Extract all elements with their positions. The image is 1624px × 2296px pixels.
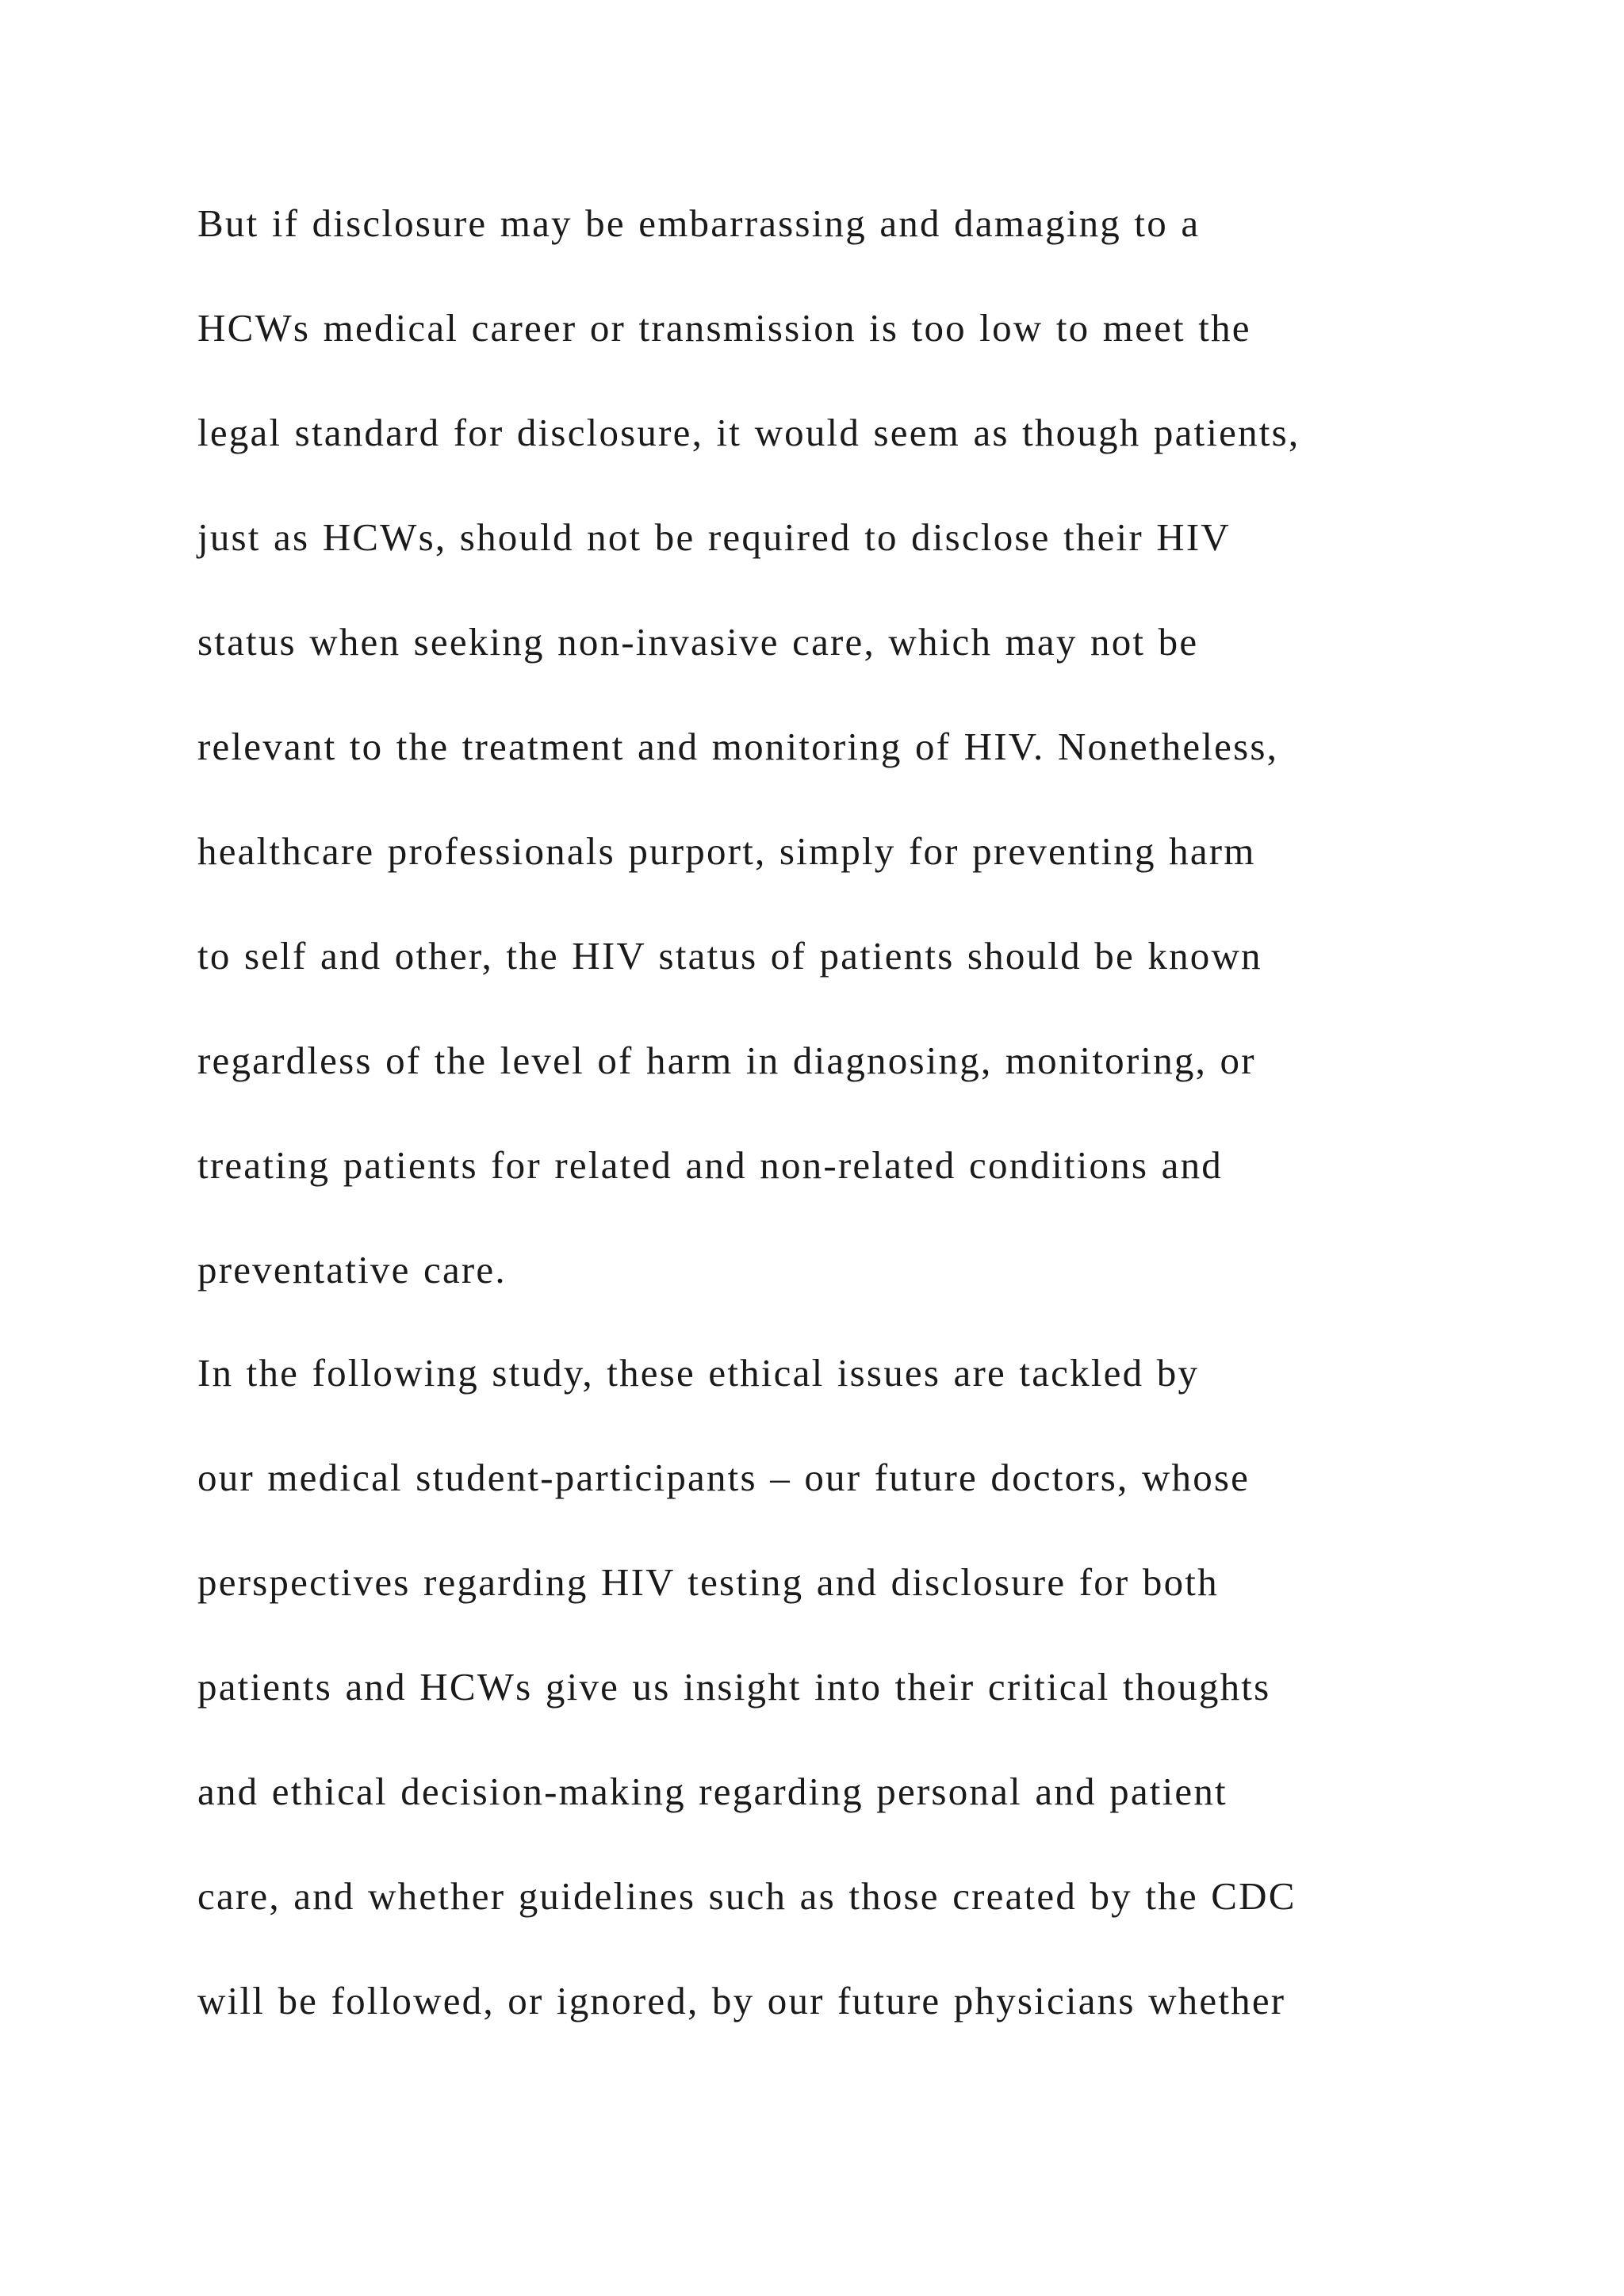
text-line: relevant to the treatment and monitoring of HIV. Nonetheless, [197, 725, 1279, 768]
text-line: regardless of the level of harm in diagnosing, monitoring, or [197, 1039, 1256, 1082]
text-line: status when seeking non-invasive care, which may not be [197, 620, 1199, 664]
text-line: and ethical decision-making regarding personal and patient [197, 1770, 1228, 1813]
text-line: perspectives regarding HIV testing and disclosure for both [197, 1560, 1219, 1604]
text-line: care, and whether guidelines such as those created by the CDC [197, 1874, 1297, 1918]
text-line: patients and HCWs give us insight into their critical thoughts [197, 1665, 1271, 1709]
text-line: HCWs medical career or transmission is too low to meet the [197, 306, 1251, 350]
text-line: preventative care. [197, 1248, 507, 1292]
text-line: But if disclosure may be embarrassing and damaging to a [197, 201, 1201, 245]
text-line: just as HCWs, should not be required to disclose their HIV [197, 515, 1231, 559]
text-line: treating patients for related and non-related conditions and [197, 1143, 1224, 1187]
text-line: healthcare professionals purport, simply for preventing harm [197, 829, 1256, 873]
text-line: legal standard for disclosure, it would seem as though patients, [197, 411, 1300, 454]
text-line: In the following study, these ethical issues are tackled by [197, 1351, 1200, 1395]
text-line: will be followed, or ignored, by our future physicians whether [197, 1979, 1286, 2022]
text-line: our medical student-participants – our future doctors, whose [197, 1456, 1251, 1499]
text-line: to self and other, the HIV status of patients should be known [197, 934, 1262, 978]
